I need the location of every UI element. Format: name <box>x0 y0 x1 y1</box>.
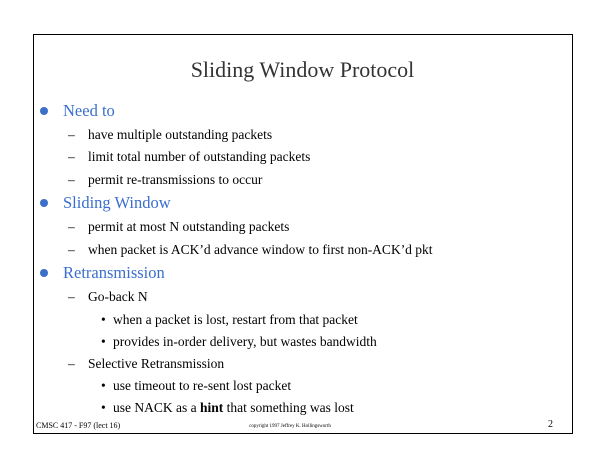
dash-icon: – <box>68 356 75 371</box>
hint-bold: hint <box>200 400 224 415</box>
bullet-dot-icon <box>40 269 48 277</box>
dash-icon: – <box>68 289 75 304</box>
bullet-label: Sliding Window <box>63 193 171 212</box>
subsub-item-label: when a packet is lost, restart from that packet <box>113 312 358 327</box>
footer-course: CMSC 417 - F97 (lect 16) <box>36 421 121 430</box>
bullet-label: Retransmission <box>63 263 165 282</box>
sub-item-label: permit at most N outstanding packets <box>88 219 290 234</box>
sub-item-label: Selective Retransmission <box>88 356 225 371</box>
page-number: 2 <box>548 419 553 430</box>
bullet-dot-icon <box>40 107 48 115</box>
bullet-label: Need to <box>63 101 115 120</box>
sub-item-label: limit total number of outstanding packets <box>88 149 311 164</box>
hint-prefix: use NACK as a <box>113 400 200 415</box>
bullet-dot-icon <box>40 199 48 207</box>
slide-title: Sliding Window Protocol <box>190 57 415 82</box>
footer-copyright: copyright 1997 Jeffrey K. Hollingsworth <box>249 424 331 429</box>
dash-icon: – <box>68 242 75 257</box>
dash-icon: – <box>68 127 75 142</box>
bullet-point-icon: • <box>101 334 106 349</box>
sub-item-label: when packet is ACK’d advance window to first non-ACK’d pkt <box>88 242 433 257</box>
subsub-item-label: provides in-order delivery, but wastes bandwidth <box>113 334 377 349</box>
bullet-point-icon: • <box>101 378 106 393</box>
sub-item-label: permit re-transmissions to occur <box>88 172 263 187</box>
hint-suffix: that something was lost <box>223 400 354 415</box>
bullet-point-icon: • <box>101 312 106 327</box>
dash-icon: – <box>68 172 75 187</box>
subsub-item-label <box>113 400 354 416</box>
sub-item-label: Go-back N <box>88 289 148 304</box>
dash-icon: – <box>68 219 75 234</box>
subsub-item-label: use timeout to re-sent lost packet <box>113 378 292 393</box>
bullet-point-icon: • <box>101 400 106 415</box>
dash-icon: – <box>68 149 75 164</box>
sub-item-label: have multiple outstanding packets <box>88 127 273 142</box>
